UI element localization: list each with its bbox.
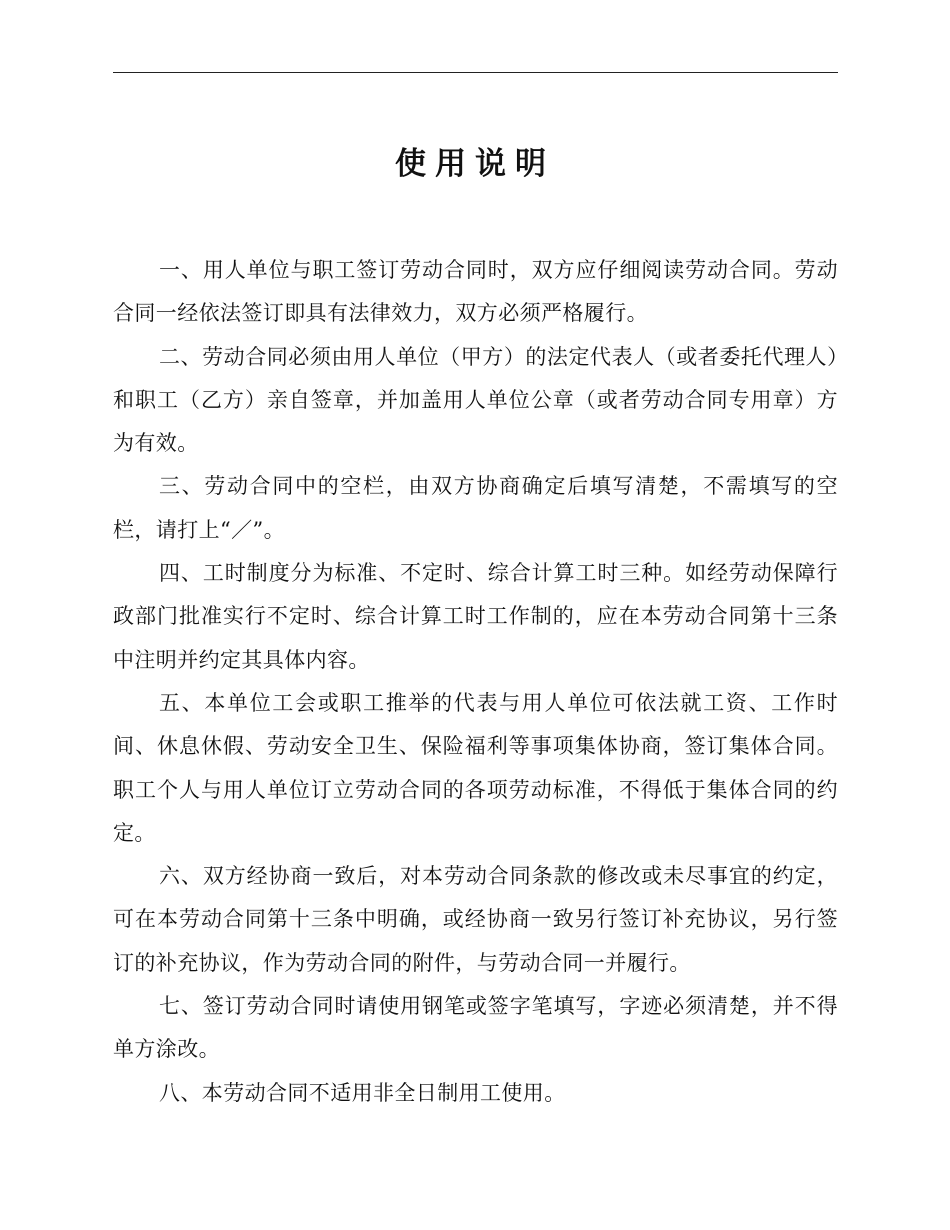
page-title: 使用说明 (395, 146, 555, 182)
header-rule (113, 72, 838, 73)
instruction-item-7: 七、签订劳动合同时请使用钢笔或签字笔填写，字迹必须清楚，并不得单方涂改。 (113, 994, 838, 1062)
instruction-item-3: 三、劳动合同中的空栏，由双方协商确定后填写清楚，不需填写的空栏，请打上“／”。 (113, 474, 838, 542)
instruction-item-5: 五、本单位工会或职工推举的代表与用人单位可依法就工资、工作时间、休息休假、劳动安全卫生、保险福利等事项集体协商，签订集体合同。职工个人与用人单位订立劳动合同的各项劳动标准，不得低于集体合同的约定。 (113, 690, 838, 845)
instruction-item-4: 四、工时制度分为标准、不定时、综合计算工时三种。如经劳动保障行政部门批准实行不定时、综合计算工时工作制的，应在本劳动合同第十三条中注明并约定其具体内容。 (113, 561, 838, 672)
instruction-item-6: 六、双方经协商一致后，对本劳动合同条款的修改或未尽事宜的约定，可在本劳动合同第十三条中明确，或经协商一致另行签订补充协议，另行签订的补充协议，作为劳动合同的附件，与劳动合同一并履行。 (113, 864, 838, 975)
instructions-body (113, 249, 838, 1115)
instruction-item-8: 八、本劳动合同不适用非全日制用工使用。 (159, 1080, 566, 1105)
instruction-item-2: 二、劳动合同必须由用人单位（甲方）的法定代表人（或者委托代理人）和职工（乙方）亲自签章，并加盖用人单位公章（或者劳动合同专用章）方为有效。 (113, 344, 838, 456)
instruction-item-1: 一、用人单位与职工签订劳动合同时，双方应仔细阅读劳动合同。劳动合同一经依法签订即具有法律效力，双方必须严格履行。 (113, 258, 838, 326)
